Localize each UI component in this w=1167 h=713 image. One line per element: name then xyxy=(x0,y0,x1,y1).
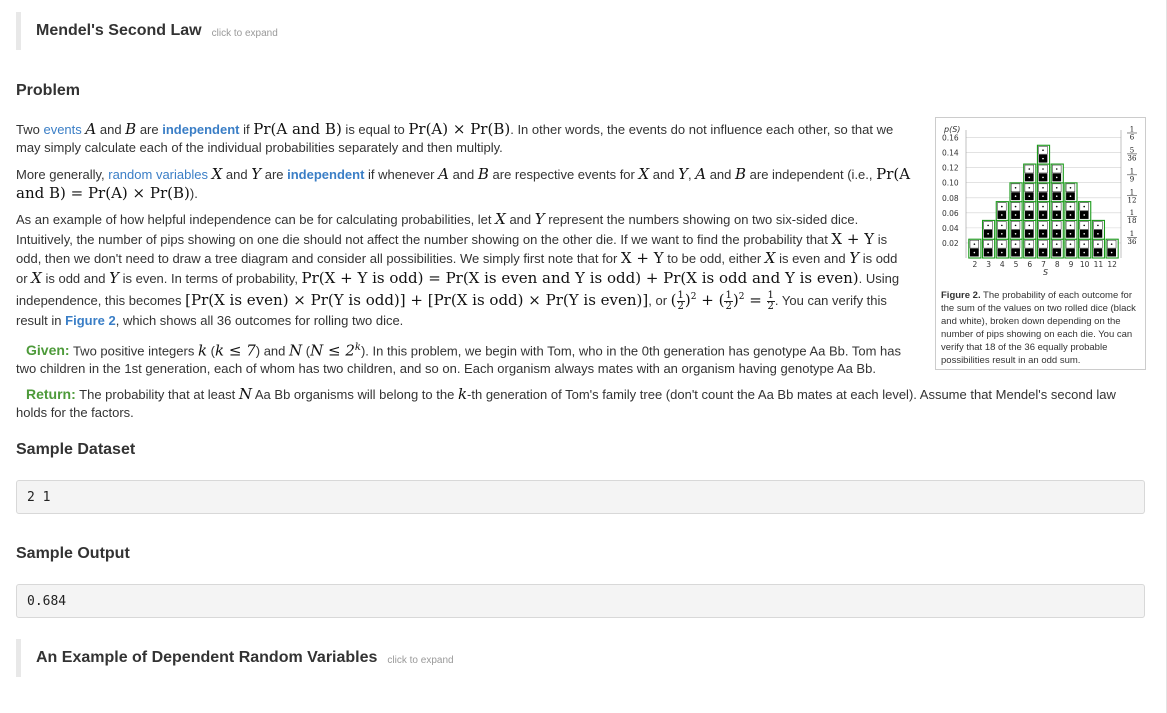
x-tick-label: 7 xyxy=(1041,260,1046,269)
y-tick-label: 0.14 xyxy=(942,148,959,158)
y-tick-label: 0.02 xyxy=(942,238,959,248)
x-tick-label: 12 xyxy=(1107,260,1117,269)
bar-sum-8 xyxy=(1051,164,1063,258)
sample-output-heading: Sample Output xyxy=(16,545,130,562)
x-tick-label: 2 xyxy=(972,260,978,269)
svg-text:9: 9 xyxy=(1129,175,1135,184)
expander-hint: click to expand xyxy=(211,27,278,39)
svg-text:36: 36 xyxy=(1127,238,1137,247)
y-tick-label: 0.10 xyxy=(942,178,959,188)
figure-caption-text: The probability of each outcome for the sum of the values on two rolled dice (black and white), broken down depending on the number of pips showing on each die. You can verify that 18 of the 36 equally probable possibilities result in an odd sum. xyxy=(941,290,1136,366)
return-label: Return: xyxy=(26,386,76,402)
paragraph-random-variables: More generally, random variables X and Y are independent if whenever A and B are respective events for X and Y, A and B are independent (i.e., Pr(A and B) = Pr(A) × Pr(B)). xyxy=(16,165,911,202)
svg-text:1: 1 xyxy=(1129,188,1135,197)
figure-caption-label: Figure 2. xyxy=(941,290,981,301)
sample-output-box[interactable]: 0.684 xyxy=(16,584,1145,618)
y-tick-label: 0.08 xyxy=(942,193,959,203)
dice-sum-chart xyxy=(936,118,1145,278)
x-tick-label: 3 xyxy=(986,260,991,269)
figure-2-link[interactable]: Figure 2 xyxy=(65,312,116,328)
expander-title-2: An Example of Dependent Random Variables xyxy=(36,649,378,666)
svg-text:6: 6 xyxy=(1129,133,1135,142)
dependent-random-variables-expander[interactable] xyxy=(16,639,454,677)
svg-text:1: 1 xyxy=(1129,167,1135,176)
svg-text:18: 18 xyxy=(1127,217,1137,226)
y-tick-label: 0.16 xyxy=(942,133,959,143)
x-tick-label: 9 xyxy=(1068,260,1074,269)
bar-sum-4 xyxy=(996,202,1008,258)
paragraph-dice-example: As an example of how helpful independence can be for calculating probabilities, let X and Y represent the numbers showing on two six-sided dice. Intuitively, the number of pips showing on one die should not affect the number showing on the other die. If we want to find the probability that X + Y is odd, then we don't need to draw a tree diagram and consider all possibilities. We simply first note that for X + Y to be odd, either X is even and Y is odd or X is odd and Y is even. In terms of probability, Pr(X + Y is odd) = Pr(X is even and Y is odd) + Pr(X is odd and Y is even). Using independence, this becomes [Pr(X is even) × Pr(Y is odd)] + [Pr(X is odd) × Pr(Y is even)], or ( $\frac{1}{2}$ )$^2$ + ( $\frac{1}{2}$ )$^2$ = $\frac{1}{2}$ . You can verify this result in Figure 2, which shows all 36 outcomes for rolling two dice. xyxy=(16,210,900,328)
svg-text:1: 1 xyxy=(1129,209,1135,218)
bar-sum-12 xyxy=(1106,239,1118,258)
bar-sum-9 xyxy=(1065,183,1077,258)
bar-sum-3 xyxy=(983,220,995,258)
events-link[interactable]: events xyxy=(43,122,82,137)
random-variables-link[interactable]: random variables xyxy=(108,167,208,182)
y-tick-label: 0.04 xyxy=(942,223,959,233)
chart-xlabel: S xyxy=(1043,268,1049,277)
bar-sum-5 xyxy=(1010,183,1022,258)
x-tick-label: 4 xyxy=(999,260,1005,269)
independent-term-2: independent xyxy=(287,167,365,182)
bar-sum-7 xyxy=(1037,145,1049,258)
paragraph-independence: Two events A and B are independent if Pr(A and B) is equal to Pr(A) × Pr(B). In other words, the events do not influence each other, so that we may simply calculate each of the individual probabilities separately and then multiply. xyxy=(16,120,894,155)
x-tick-label: 8 xyxy=(1054,260,1060,269)
right-fraction-label xyxy=(1127,188,1137,204)
given-block: Given: Two positive integers k (k ≤ 7) and N $(N \le 2^k)$. In this problem, we begin with Tom, who in the 0th generation has genotype Aa Bb. Tom has two children in the 1st generation, each of whom has two children, and so on. Each organism always mates with an organism having genotype Aa Bb. xyxy=(16,341,902,377)
y-tick-label: 0.12 xyxy=(942,163,959,173)
right-fraction-label xyxy=(1127,230,1137,246)
expander-title: Mendel's Second Law xyxy=(36,22,202,39)
right-fraction-label xyxy=(1127,125,1137,141)
x-tick-label: 6 xyxy=(1027,260,1033,269)
right-fraction-label xyxy=(1127,146,1137,162)
sample-dataset-heading: Sample Dataset xyxy=(16,441,136,458)
svg-text:5: 5 xyxy=(1129,146,1135,155)
svg-text:12: 12 xyxy=(1127,196,1137,205)
bar-sum-6 xyxy=(1024,164,1036,258)
svg-text:1: 1 xyxy=(1129,125,1135,134)
figure-caption xyxy=(941,289,1141,367)
x-tick-label: 10 xyxy=(1079,260,1090,269)
figure-2 xyxy=(935,117,1146,370)
right-fraction-label xyxy=(1127,167,1137,183)
svg-text:36: 36 xyxy=(1127,154,1137,163)
x-tick-label: 5 xyxy=(1013,260,1019,269)
right-fraction-label xyxy=(1127,209,1137,225)
bar-sum-2 xyxy=(969,239,981,258)
expander-hint-2: click to expand xyxy=(387,654,454,666)
return-block: Return: The probability that at least N Aa Bb organisms will belong to the k-th generation of Tom's family tree (don't count the Aa Bb mates at each level). Assume that Mendel's second law holds for the factors. xyxy=(16,385,1116,420)
bar-sum-10 xyxy=(1079,202,1091,258)
sample-dataset-box[interactable]: 2 1 xyxy=(16,480,1145,514)
svg-text:1: 1 xyxy=(1129,230,1135,239)
given-label: Given: xyxy=(26,342,70,359)
mendels-second-law-expander[interactable] xyxy=(16,12,278,50)
independent-term: independent xyxy=(162,122,240,137)
problem-heading: Problem xyxy=(16,82,81,99)
y-tick-label: 0.06 xyxy=(942,208,959,218)
bar-sum-11 xyxy=(1092,220,1104,258)
x-tick-label: 11 xyxy=(1093,260,1104,269)
chart-ylabel: p(S) xyxy=(944,125,961,134)
